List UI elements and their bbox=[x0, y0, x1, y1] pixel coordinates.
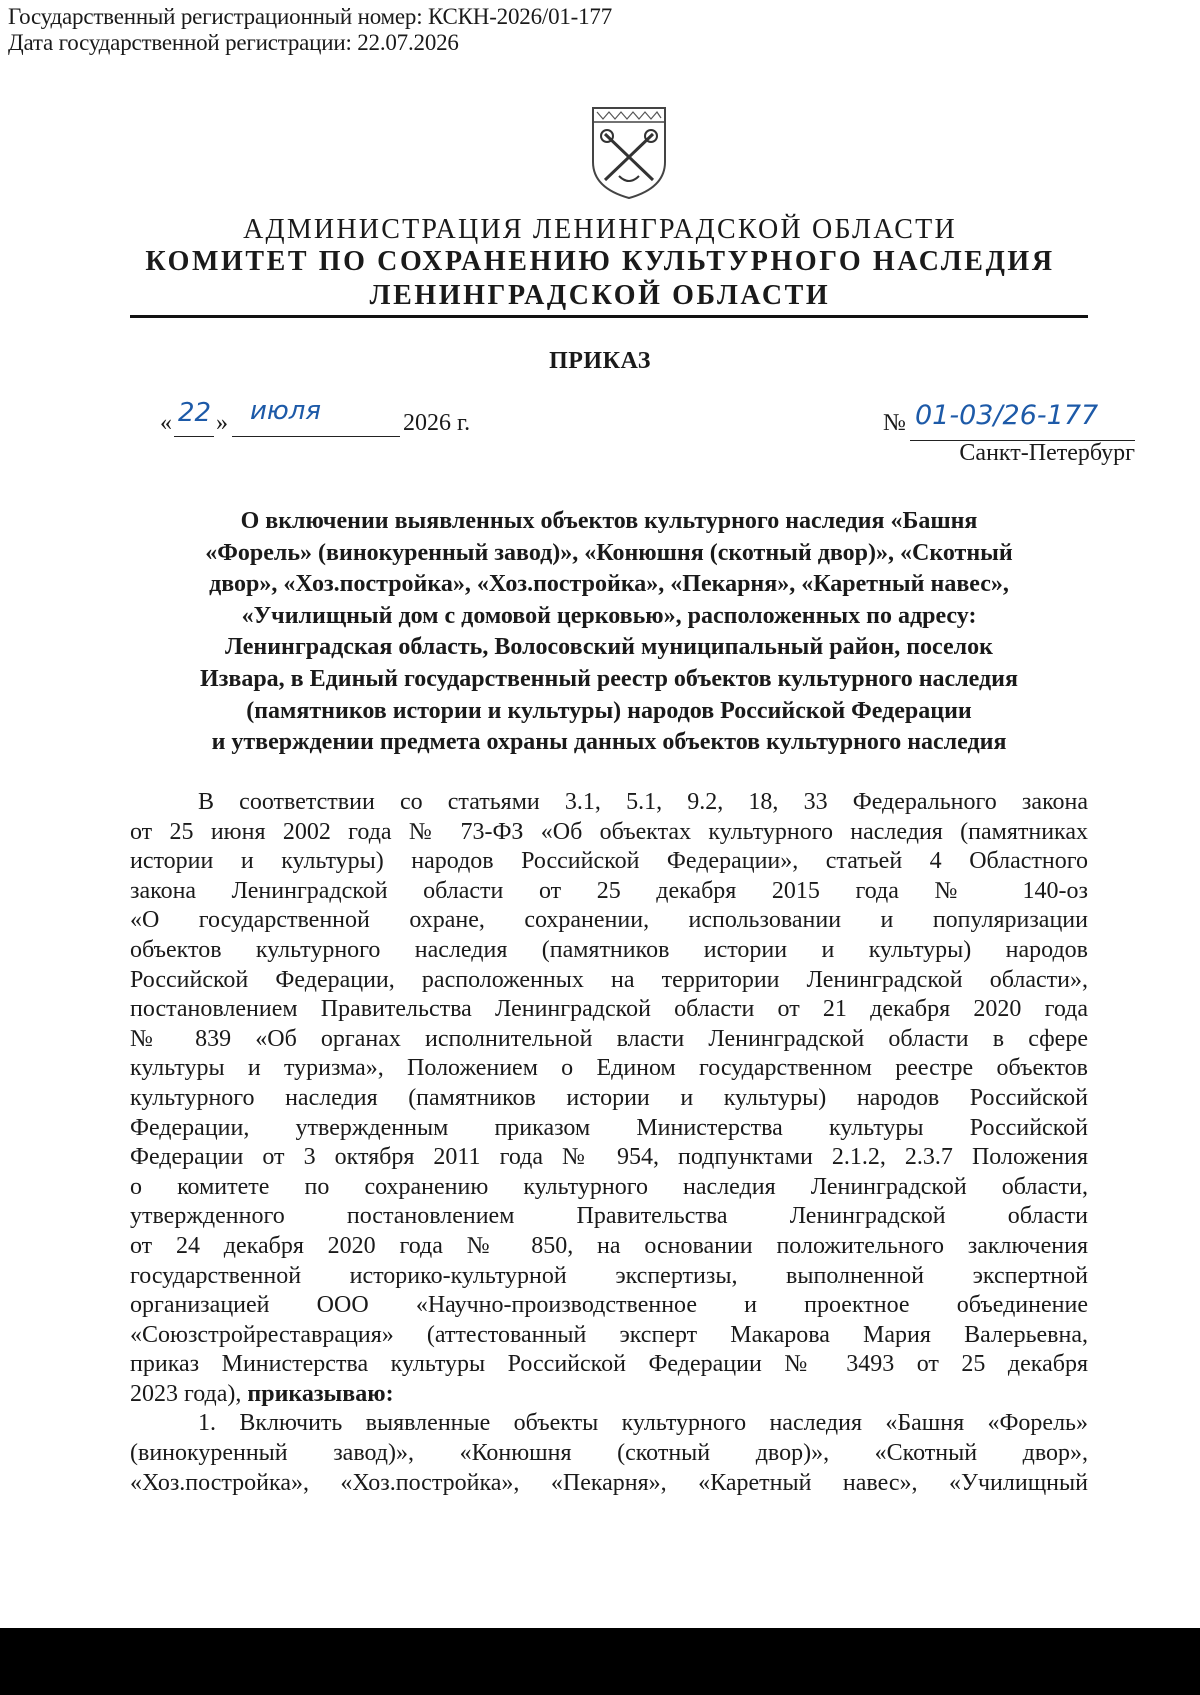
item1-line: (винокуренный завод)», «Конюшня (скотный двор)», «Скотный двор», bbox=[130, 1440, 1088, 1467]
registration-date: Дата государственной регистрации: 22.07.2026 bbox=[8, 30, 459, 55]
date-quote-open: « bbox=[160, 410, 172, 436]
body-line: культуры и туризма», Положением о Едином государственном реестре объектов bbox=[130, 1055, 1088, 1082]
body-line: постановлением Правительства Ленинградской области от 21 декабря 2020 года bbox=[130, 996, 1088, 1023]
body-line: № 839 «Об органах исполнительной власти Ленинградской области в сфере bbox=[130, 1025, 1088, 1052]
body-line: организацией ООО «Научно-производственное и проектное объединение bbox=[130, 1292, 1088, 1319]
subject-line: «Форель» (винокуренный завод)», «Конюшня (скотный двор)», «Скотный bbox=[205, 539, 1013, 566]
scan-bottom-border bbox=[0, 1628, 1200, 1695]
subject-line: (памятников истории и культуры) народов Российской Федерации bbox=[246, 697, 972, 724]
day-underline bbox=[174, 436, 214, 437]
closing-directive: приказываю: bbox=[247, 1380, 394, 1407]
body-line: Федерации, утвержденным приказом Министерства культуры Российской bbox=[130, 1114, 1088, 1141]
administration-title: АДМИНИСТРАЦИЯ ЛЕНИНГРАДСКОЙ ОБЛАСТИ bbox=[243, 214, 957, 245]
body-line: от 24 декабря 2020 года № 850, на основании положительного заключения bbox=[130, 1232, 1088, 1259]
header-divider bbox=[130, 315, 1088, 318]
closing-line bbox=[130, 1380, 1088, 1410]
body-line: от 25 июня 2002 года № 73-ФЗ «Об объектах культурного наследия (памятниках bbox=[130, 818, 1088, 845]
subject-line: «Училищный дом с домовой церковью», расположенных по адресу: bbox=[241, 602, 977, 629]
order-city: Санкт-Петербург bbox=[959, 440, 1135, 466]
order-number: 01-03/26-177 bbox=[915, 400, 1099, 431]
coat-of-arms-icon bbox=[589, 104, 669, 202]
closing-prefix: 2023 года), bbox=[130, 1380, 242, 1407]
registration-info bbox=[8, 4, 612, 56]
subject-line: и утверждении предмета охраны данных объектов культурного наследия bbox=[211, 729, 1007, 756]
body-line: культурного наследия (памятников истории и культуры) народов Российской bbox=[130, 1084, 1088, 1111]
order-title: ПРИКАЗ bbox=[549, 348, 651, 374]
subject-line: Извара, в Единый государственный реестр объектов культурного наследия bbox=[200, 665, 1018, 692]
body-line: истории и культуры) народов Российской Федерации», статьей 4 Областного bbox=[130, 848, 1088, 875]
body-line: «О государственной охране, сохранении, использовании и популяризации bbox=[130, 907, 1088, 934]
subject-line: О включении выявленных объектов культурного наследия «Башня bbox=[240, 508, 978, 534]
order-month: июля bbox=[250, 396, 322, 426]
body-line: «Союзстройреставрация» (аттестованный эксперт Макарова Мария Валерьевна, bbox=[130, 1321, 1088, 1348]
registration-number: Государственный регистрационный номер: КСКН-2026/01-177 bbox=[8, 4, 613, 29]
body-line: о комитете по сохранению культурного наследия Ленинградской области, bbox=[130, 1173, 1088, 1200]
order-number-label: № bbox=[883, 410, 906, 436]
body-line: государственной историко-культурной экспертизы, выполненной экспертной bbox=[130, 1262, 1088, 1289]
month-underline bbox=[232, 436, 400, 437]
body-line: утвержденного постановлением Правительства Ленинградской области bbox=[130, 1203, 1088, 1230]
subject-line: двор», «Хоз.постройка», «Хоз.постройка», «Пекарня», «Каретный навес», bbox=[209, 571, 1009, 598]
item1-line: «Хоз.постройка», «Хоз.постройка», «Пекарня», «Каретный навес», «Училищный bbox=[130, 1469, 1088, 1496]
committee-title-line2: ЛЕНИНГРАДСКОЙ ОБЛАСТИ bbox=[369, 280, 831, 311]
order-year: 2026 г. bbox=[403, 410, 471, 436]
committee-title-line1: КОМИТЕТ ПО СОХРАНЕНИЮ КУЛЬТУРНОГО НАСЛЕДИЯ bbox=[145, 246, 1055, 277]
body-line: В соответствии со статьями 3.1, 5.1, 9.2, 18, 33 Федерального закона bbox=[198, 789, 1088, 815]
item1-line: 1. Включить выявленные объекты культурного наследия «Башня «Форель» bbox=[198, 1410, 1088, 1437]
body-line: закона Ленинградской области от 25 декабря 2015 года № 140-оз bbox=[130, 877, 1088, 904]
subject-line: Ленинградская область, Волосовский муниципальный район, поселок bbox=[225, 634, 993, 661]
order-subject bbox=[130, 506, 1088, 759]
body-line: объектов культурного наследия (памятников истории и культуры) народов bbox=[130, 936, 1088, 963]
body-line: Российской Федерации, расположенных на территории Ленинградской области», bbox=[130, 966, 1088, 993]
order-body bbox=[130, 788, 1088, 1498]
body-line: Федерации от 3 октября 2011 года № 954, подпунктами 2.1.2, 2.3.7 Положения bbox=[130, 1144, 1088, 1171]
order-day: 22 bbox=[178, 398, 212, 428]
date-quote-close: » bbox=[216, 410, 228, 436]
body-line: приказ Министерства культуры Российской Федерации № 3493 от 25 декабря bbox=[130, 1351, 1088, 1378]
